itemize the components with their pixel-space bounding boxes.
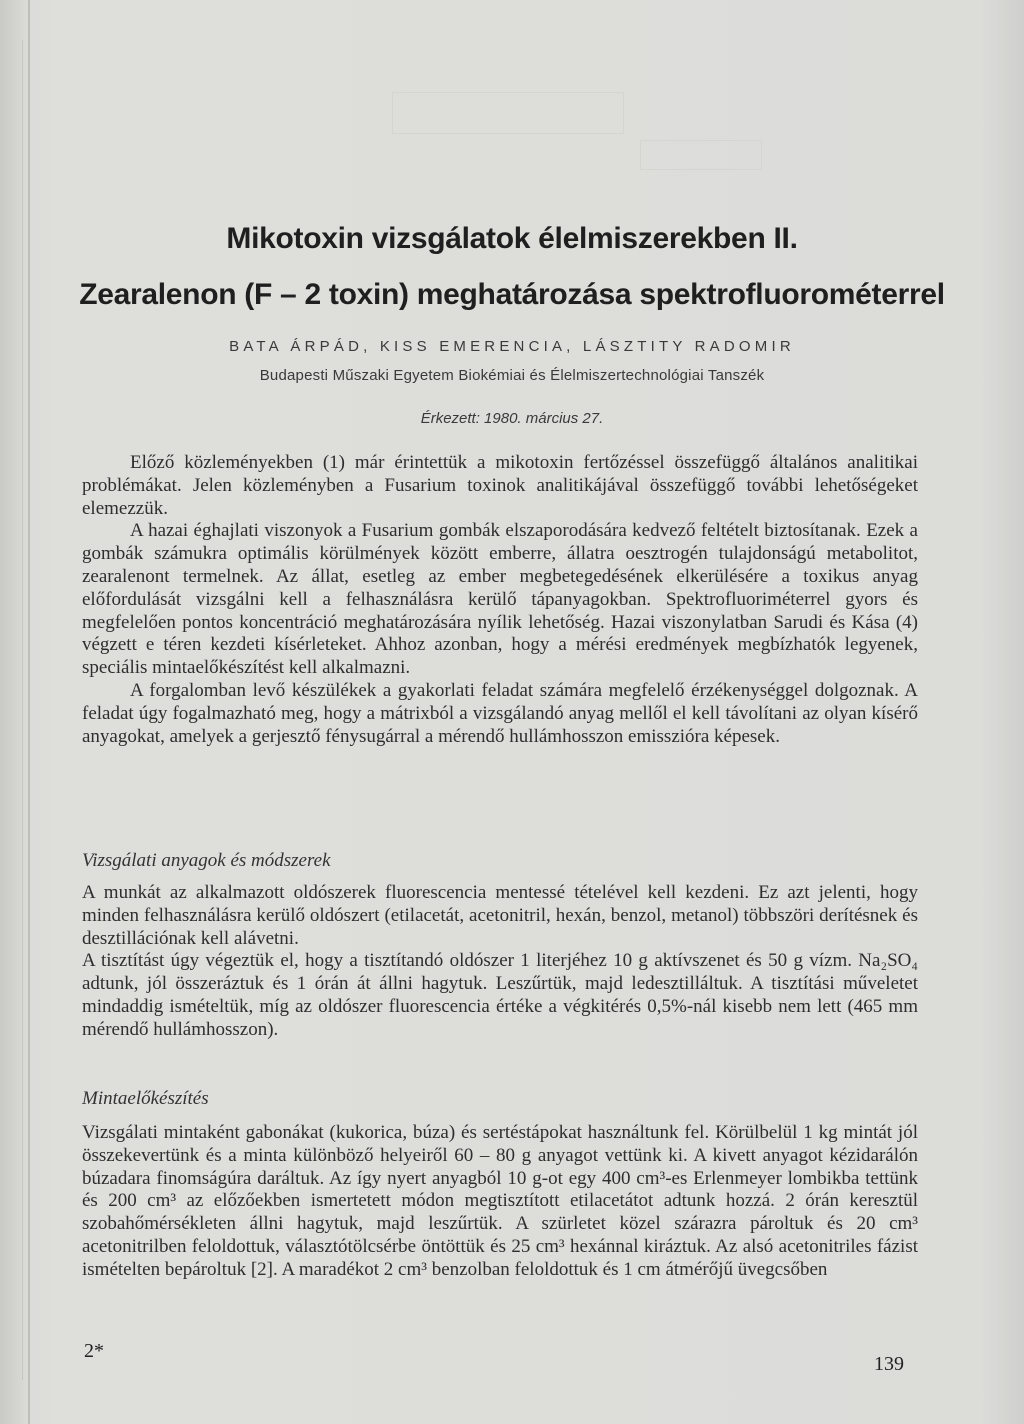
intro-paragraph-2: A hazai éghajlati viszonyok a Fusarium gombák elszaporodására kedvező feltételt biztosítanak. Ezek a gombák számukra optimális körülmények között emberre, állatra oesztrogén tulajdonságú metabolitot, zearalenont termelnek. Az állat, esetleg az ember megbetegedésének elkerülésére a toxikus anyag előfordulását vizsgálni kell a felhasználásra kerülő tápanyagokban. Spektrofluoriméterrel gyors és megfelelően pontos koncentráció meghatározására nyílik lehetőség. Hazai viszonylatban Sarudi és Kása (4) végzett e téren kezdeti kísérleteket. Ahhoz azonban, hogy a mérési eredmények megbízhatók legyenek, speciális mintaelőkészítést kell alkalmazni.: [82, 520, 918, 679]
binding-edge: [28, 0, 30, 1424]
section-heading-sample-prep: Mintaelőkészítés: [82, 1088, 209, 1109]
intro-paragraph-1: Előző közleményekben (1) már érintettük a mikotoxin fertőzéssel összefüggő általános analitikai problémákat. Jelen közleményben a Fusarium toxinok analitikájával összefüggő további lehetőségeket elemezzük.: [82, 452, 918, 519]
methods-paragraph-1: A munkát az alkalmazott oldószerek fluorescencia mentessé tételével kell kezdeni. Ez azt jelenti, hogy minden felhasználásra kerülő oldószert (etilacetát, acetonitril, hexán, benzol, metanol) többszöri derítésnek és desztillációnak kell alávetni.: [82, 882, 918, 949]
article-title-line2: Zearalenon (F – 2 toxin) meghatározása spektrofluorométerrel: [79, 278, 945, 311]
received-date: Érkezett: 1980. március 27.: [420, 410, 604, 427]
article-title-line1: Mikotoxin vizsgálatok élelmiszerekben II.: [226, 222, 798, 255]
authors: BATA ÁRPÁD, KISS EMERENCIA, LÁSZTITY RADOMIR: [229, 338, 795, 355]
affiliation: Budapesti Műszaki Egyetem Biokémiai és Élelmiszertechnológiai Tanszék: [259, 367, 765, 384]
bleed-through-mark: [392, 92, 624, 134]
page-number: 139: [874, 1353, 904, 1375]
intro-text: [82, 452, 918, 748]
bleed-through-mark: [640, 140, 762, 170]
methods-text: [82, 882, 918, 1042]
sample-prep-text: [82, 1122, 918, 1282]
signature-mark: 2*: [84, 1340, 104, 1362]
intro-paragraph-3: A forgalomban levő készülékek a gyakorlati feladat számára megfelelő érzékenységgel dolgoznak. A feladat úgy fogalmazható meg, hogy a mátrixból a vizsgálandó anyag mellől el kell távolítani az olyan kísérő anyagokat, amelyek a gerjesztő fénysugárral a mérendő hullámhosszon emisszióra képesek.: [82, 679, 918, 747]
methods-paragraph-2: A tisztítást úgy végeztük el, hogy a tisztítandó oldószer 1 literjéhez 10 g aktívszenet és 50 g vízm. Na₂SO₄ adtunk, jól összeráztuk és 1 órán át állni hagytuk. Leszűrtük, majd ledesztilláltuk. A tisztítási műveletet mindaddig ismételtük, míg az oldószer fluorescencia értéke a végkitérés 0,5%-nál kisebb nem lett (465 mm mérendő hullámhosszon).: [82, 950, 918, 1040]
sample-prep-paragraph-1: Vizsgálati mintaként gabonákat (kukorica, búza) és sertéstápokat használtunk fel. Körülbelül 1 kg mintát jól összekevertünk és a minta különböző helyeiről 60 – 80 g anyagot vettünk ki. A kivett anyagot kézidarálón búzadara finomságúra daráltuk. Az így nyert anyagból 10 g-ot egy 400 cm³-es Erlenmeyer lombikba tettünk és 200 cm³ az előzőekben ismertetett módon megtisztított etilacetátot adtunk hozzá. 2 órán keresztül szobahőmérsékleten állni hagytuk, majd leszűrtük. A szürletet közel szárazra pároltuk és 20 cm³ acetonitrilben feloldottuk, választótölcsérbe öntöttük és 25 cm³ hexánnal kiráztuk. Az alsó acetonitriles fázist ismételten bepároltuk [2]. A maradékot 2 cm³ benzolban feloldottuk és 1 cm átmérőjű üvegcsőben: [82, 1122, 918, 1280]
section-heading-methods: Vizsgálati anyagok és módszerek: [82, 850, 331, 871]
